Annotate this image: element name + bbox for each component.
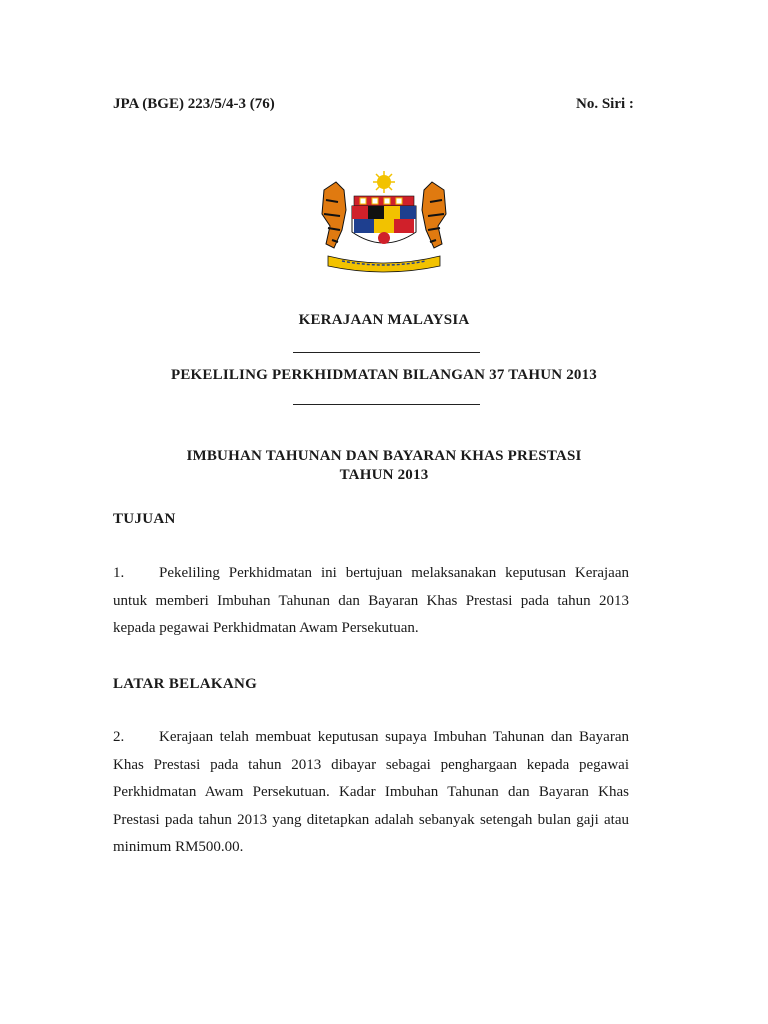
- reference-number: JPA (BGE) 223/5/4-3 (76): [113, 96, 275, 112]
- subject-title-line: IMBUHAN TAHUNAN DAN BAYARAN KHAS PRESTASI: [186, 448, 582, 464]
- serial-number-label: No. Siri :: [576, 96, 634, 112]
- section-heading-purpose: TUJUAN: [113, 511, 176, 527]
- paragraph-background: [113, 724, 629, 862]
- paragraph-purpose: [113, 560, 629, 643]
- title-divider: [293, 352, 480, 353]
- paragraph-text: Pekeliling Perkhidmatan ini bertujuan melaksanakan keputusan Kerajaan untuk memberi Imbuhan Tahunan dan Bayaran Khas Prestasi pada tahun 2013 kepada pegawai Perkhidmatan Awam Persekutuan.: [113, 565, 629, 636]
- paragraph-number: 2.: [113, 729, 125, 745]
- subject-title-line: TAHUN 2013: [339, 467, 429, 483]
- circular-title: PEKELILING PERKHIDMATAN BILANGAN 37 TAHUN 2013: [170, 367, 598, 383]
- section-heading-background: LATAR BELAKANG: [113, 676, 258, 692]
- coat-of-arms-icon: [314, 170, 454, 276]
- government-title: KERAJAAN MALAYSIA: [298, 312, 470, 328]
- title-divider: [293, 404, 480, 405]
- paragraph-text: Kerajaan telah membuat keputusan supaya Imbuhan Tahunan dan Bayaran Khas Prestasi pada tahun 2013 dibayar sebagai penghargaan kepada pegawai Perkhidmatan Awam Persekutuan. Kadar Imbuhan Tahunan dan Bayaran Khas Prestasi pada tahun 2013 yang ditetapkan adalah sebanyak setengah bulan gaji atau minimum RM500.00.: [113, 729, 629, 855]
- paragraph-number: 1.: [113, 565, 125, 581]
